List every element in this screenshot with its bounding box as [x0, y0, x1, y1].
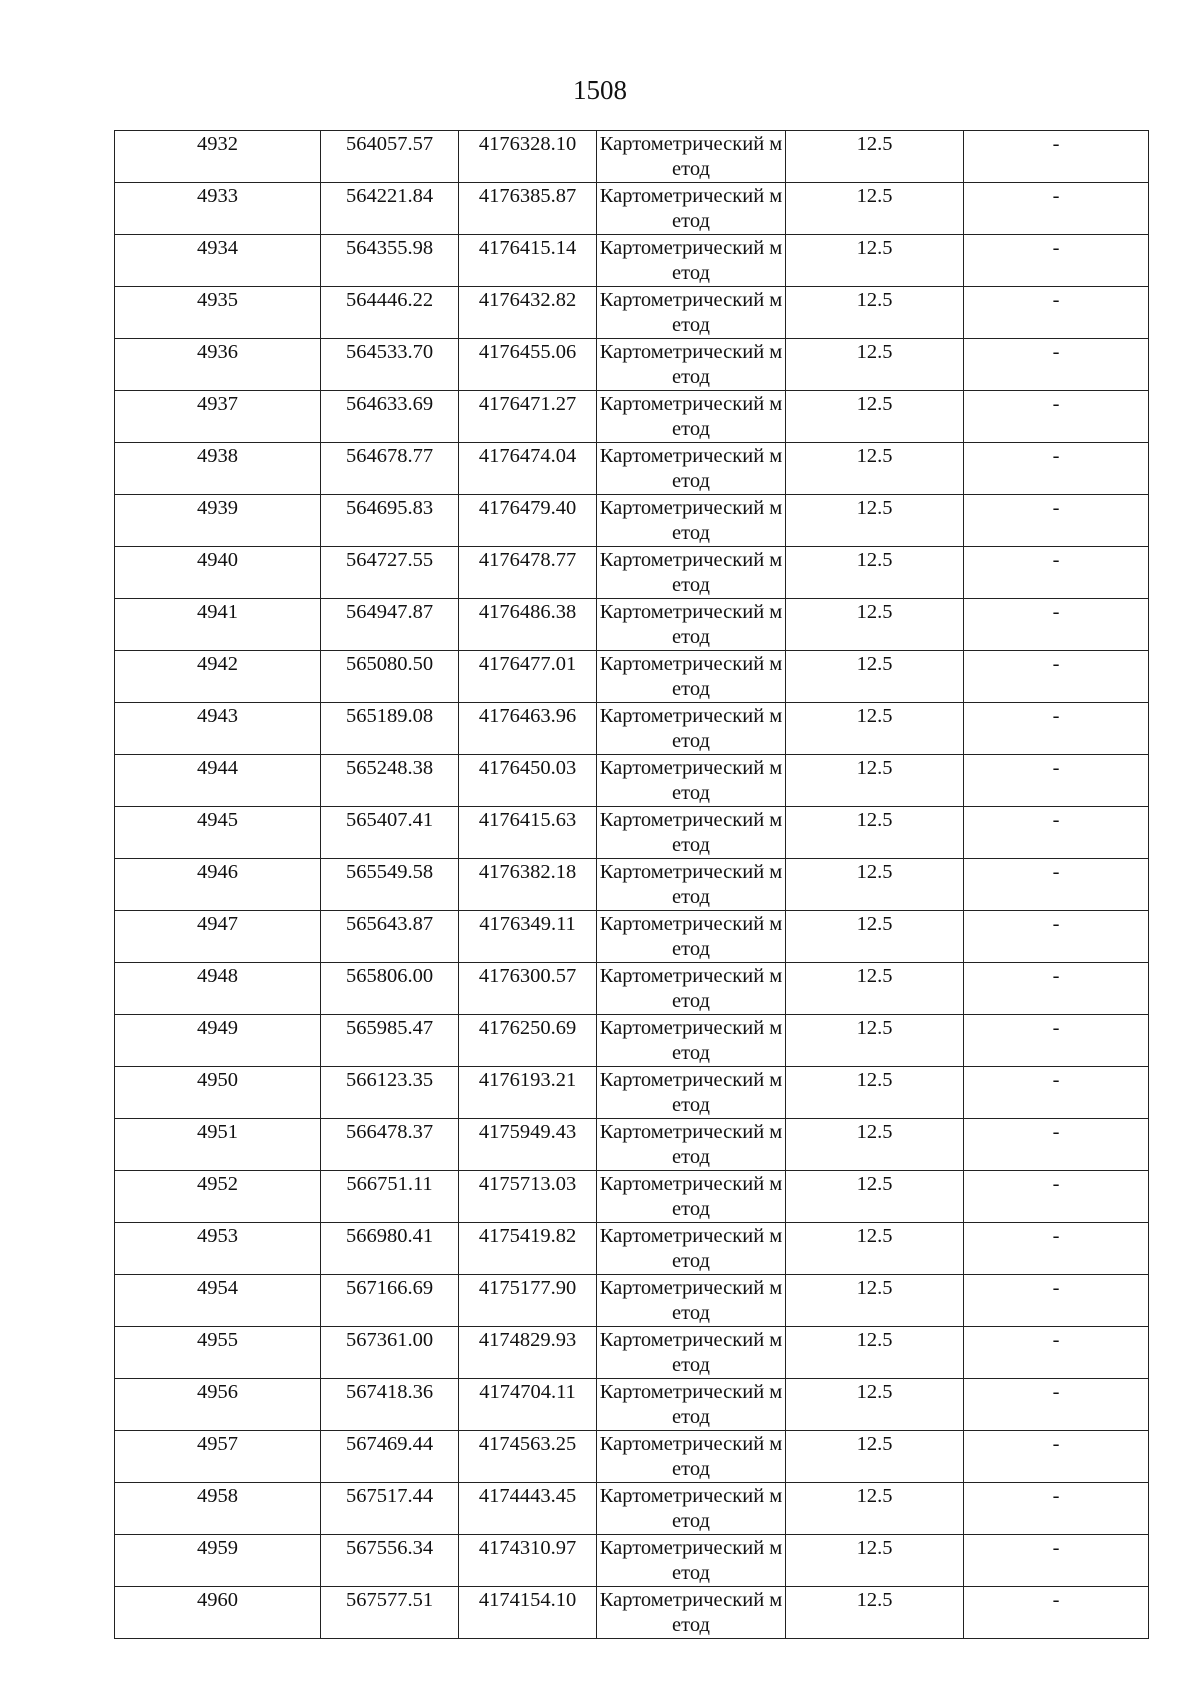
- page-number: 1508: [573, 75, 627, 105]
- point-number-cell: 4938: [115, 443, 321, 495]
- x-coordinate-cell: 567166.69: [321, 1275, 459, 1327]
- point-number-cell: 4954: [115, 1275, 321, 1327]
- y-coordinate-cell: 4176455.06: [459, 339, 597, 391]
- method-cell: [597, 547, 786, 599]
- note-cell: -: [964, 547, 1149, 599]
- y-coordinate-cell: 4176385.87: [459, 183, 597, 235]
- y-coordinate-cell: 4175177.90: [459, 1275, 597, 1327]
- accuracy-cell: 12.5: [786, 859, 964, 911]
- note-cell: -: [964, 755, 1149, 807]
- x-coordinate-cell: 564633.69: [321, 391, 459, 443]
- method-text: Картометрический метод: [599, 1537, 783, 1584]
- table-row: [115, 859, 1149, 911]
- y-coordinate-cell: 4174704.11: [459, 1379, 597, 1431]
- x-coordinate-cell: 566751.11: [321, 1171, 459, 1223]
- note-cell: -: [964, 1223, 1149, 1275]
- method-text: Картометрический метод: [599, 237, 783, 284]
- point-number-cell: 4959: [115, 1535, 321, 1587]
- method-cell: [597, 911, 786, 963]
- x-coordinate-cell: 567361.00: [321, 1327, 459, 1379]
- x-coordinate-cell: 566980.41: [321, 1223, 459, 1275]
- y-coordinate-cell: 4176300.57: [459, 963, 597, 1015]
- y-coordinate-cell: 4175419.82: [459, 1223, 597, 1275]
- method-text: Картометрический метод: [599, 913, 783, 960]
- method-text: Картометрический метод: [599, 289, 783, 336]
- x-coordinate-cell: 567517.44: [321, 1483, 459, 1535]
- point-number-cell: 4935: [115, 287, 321, 339]
- method-cell: [597, 1223, 786, 1275]
- point-number-cell: 4934: [115, 235, 321, 287]
- method-text: Картометрический метод: [599, 1433, 783, 1480]
- method-text: Картометрический метод: [599, 497, 783, 544]
- table-row: [115, 1587, 1149, 1639]
- point-number-cell: 4948: [115, 963, 321, 1015]
- method-text: Картометрический метод: [599, 653, 783, 700]
- table-row: [115, 235, 1149, 287]
- y-coordinate-cell: 4174154.10: [459, 1587, 597, 1639]
- table-row: [115, 391, 1149, 443]
- table-row: [115, 1119, 1149, 1171]
- method-cell: [597, 391, 786, 443]
- method-text: Картометрический метод: [599, 1381, 783, 1428]
- table-row: [115, 911, 1149, 963]
- x-coordinate-cell: 564057.57: [321, 131, 459, 183]
- method-cell: [597, 339, 786, 391]
- method-text: Картометрический метод: [599, 1329, 783, 1376]
- table-row: [115, 1483, 1149, 1535]
- note-cell: -: [964, 391, 1149, 443]
- note-cell: -: [964, 1535, 1149, 1587]
- note-cell: -: [964, 651, 1149, 703]
- method-text: Картометрический метод: [599, 1589, 783, 1636]
- accuracy-cell: 12.5: [786, 495, 964, 547]
- accuracy-cell: 12.5: [786, 703, 964, 755]
- method-cell: [597, 1275, 786, 1327]
- accuracy-cell: 12.5: [786, 391, 964, 443]
- y-coordinate-cell: 4176478.77: [459, 547, 597, 599]
- accuracy-cell: 12.5: [786, 547, 964, 599]
- x-coordinate-cell: 565549.58: [321, 859, 459, 911]
- point-number-cell: 4940: [115, 547, 321, 599]
- method-cell: [597, 1587, 786, 1639]
- accuracy-cell: 12.5: [786, 1379, 964, 1431]
- accuracy-cell: 12.5: [786, 1171, 964, 1223]
- table-row: [115, 547, 1149, 599]
- table-row: [115, 963, 1149, 1015]
- method-cell: [597, 235, 786, 287]
- table-row: [115, 703, 1149, 755]
- point-number-cell: 4956: [115, 1379, 321, 1431]
- point-number-cell: 4947: [115, 911, 321, 963]
- point-number-cell: 4943: [115, 703, 321, 755]
- point-number-cell: 4939: [115, 495, 321, 547]
- accuracy-cell: 12.5: [786, 443, 964, 495]
- table-row: [115, 1327, 1149, 1379]
- note-cell: -: [964, 1015, 1149, 1067]
- point-number-cell: 4960: [115, 1587, 321, 1639]
- method-cell: [597, 1171, 786, 1223]
- method-text: Картометрический метод: [599, 1173, 783, 1220]
- y-coordinate-cell: 4176415.14: [459, 235, 597, 287]
- method-cell: [597, 1015, 786, 1067]
- y-coordinate-cell: 4174310.97: [459, 1535, 597, 1587]
- y-coordinate-cell: 4176450.03: [459, 755, 597, 807]
- table-row: [115, 1171, 1149, 1223]
- accuracy-cell: 12.5: [786, 1223, 964, 1275]
- y-coordinate-cell: 4175713.03: [459, 1171, 597, 1223]
- x-coordinate-cell: 565643.87: [321, 911, 459, 963]
- table-row: [115, 1535, 1149, 1587]
- method-text: Картометрический метод: [599, 965, 783, 1012]
- method-cell: [597, 651, 786, 703]
- table-row: [115, 1379, 1149, 1431]
- accuracy-cell: 12.5: [786, 183, 964, 235]
- x-coordinate-cell: 564947.87: [321, 599, 459, 651]
- x-coordinate-cell: 564727.55: [321, 547, 459, 599]
- y-coordinate-cell: 4176463.96: [459, 703, 597, 755]
- y-coordinate-cell: 4176479.40: [459, 495, 597, 547]
- method-text: Картометрический метод: [599, 1017, 783, 1064]
- method-cell: [597, 807, 786, 859]
- method-text: Картометрический метод: [599, 341, 783, 388]
- x-coordinate-cell: 564533.70: [321, 339, 459, 391]
- y-coordinate-cell: 4176382.18: [459, 859, 597, 911]
- method-text: Картометрический метод: [599, 1069, 783, 1116]
- y-coordinate-cell: 4176349.11: [459, 911, 597, 963]
- note-cell: -: [964, 911, 1149, 963]
- y-coordinate-cell: 4176486.38: [459, 599, 597, 651]
- accuracy-cell: 12.5: [786, 287, 964, 339]
- note-cell: -: [964, 183, 1149, 235]
- x-coordinate-cell: 567577.51: [321, 1587, 459, 1639]
- method-cell: [597, 1379, 786, 1431]
- point-number-cell: 4932: [115, 131, 321, 183]
- x-coordinate-cell: 567418.36: [321, 1379, 459, 1431]
- point-number-cell: 4957: [115, 1431, 321, 1483]
- point-number-cell: 4950: [115, 1067, 321, 1119]
- method-text: Картометрический метод: [599, 861, 783, 908]
- note-cell: -: [964, 703, 1149, 755]
- y-coordinate-cell: 4176471.27: [459, 391, 597, 443]
- x-coordinate-cell: 564695.83: [321, 495, 459, 547]
- accuracy-cell: 12.5: [786, 1535, 964, 1587]
- accuracy-cell: 12.5: [786, 235, 964, 287]
- x-coordinate-cell: 565985.47: [321, 1015, 459, 1067]
- table-row: [115, 443, 1149, 495]
- point-number-cell: 4933: [115, 183, 321, 235]
- table-row: [115, 755, 1149, 807]
- accuracy-cell: 12.5: [786, 755, 964, 807]
- note-cell: -: [964, 287, 1149, 339]
- method-cell: [597, 1119, 786, 1171]
- x-coordinate-cell: 567556.34: [321, 1535, 459, 1587]
- point-number-cell: 4942: [115, 651, 321, 703]
- method-cell: [597, 859, 786, 911]
- accuracy-cell: 12.5: [786, 131, 964, 183]
- point-number-cell: 4949: [115, 1015, 321, 1067]
- note-cell: -: [964, 1327, 1149, 1379]
- method-cell: [597, 443, 786, 495]
- note-cell: -: [964, 131, 1149, 183]
- method-cell: [597, 1535, 786, 1587]
- point-number-cell: 4941: [115, 599, 321, 651]
- note-cell: -: [964, 443, 1149, 495]
- y-coordinate-cell: 4174443.45: [459, 1483, 597, 1535]
- note-cell: -: [964, 495, 1149, 547]
- method-cell: [597, 703, 786, 755]
- method-text: Картометрический метод: [599, 705, 783, 752]
- y-coordinate-cell: 4174563.25: [459, 1431, 597, 1483]
- table-row: [115, 183, 1149, 235]
- point-number-cell: 4937: [115, 391, 321, 443]
- point-number-cell: 4958: [115, 1483, 321, 1535]
- method-cell: [597, 183, 786, 235]
- table-row: [115, 131, 1149, 183]
- method-text: Картометрический метод: [599, 601, 783, 648]
- point-number-cell: 4955: [115, 1327, 321, 1379]
- method-text: Картометрический метод: [599, 393, 783, 440]
- method-text: Картометрический метод: [599, 1277, 783, 1324]
- note-cell: -: [964, 235, 1149, 287]
- accuracy-cell: 12.5: [786, 807, 964, 859]
- y-coordinate-cell: 4176477.01: [459, 651, 597, 703]
- accuracy-cell: 12.5: [786, 1275, 964, 1327]
- accuracy-cell: 12.5: [786, 1431, 964, 1483]
- method-cell: [597, 1431, 786, 1483]
- y-coordinate-cell: 4176415.63: [459, 807, 597, 859]
- accuracy-cell: 12.5: [786, 339, 964, 391]
- point-number-cell: 4936: [115, 339, 321, 391]
- table-row: [115, 1431, 1149, 1483]
- x-coordinate-cell: 565080.50: [321, 651, 459, 703]
- x-coordinate-cell: 565248.38: [321, 755, 459, 807]
- method-cell: [597, 1067, 786, 1119]
- method-text: Картометрический метод: [599, 549, 783, 596]
- table-row: [115, 1067, 1149, 1119]
- x-coordinate-cell: 564678.77: [321, 443, 459, 495]
- note-cell: -: [964, 1275, 1149, 1327]
- accuracy-cell: 12.5: [786, 1587, 964, 1639]
- method-cell: [597, 131, 786, 183]
- x-coordinate-cell: 564446.22: [321, 287, 459, 339]
- method-cell: [597, 1483, 786, 1535]
- point-number-cell: 4944: [115, 755, 321, 807]
- method-text: Картометрический метод: [599, 757, 783, 804]
- point-number-cell: 4946: [115, 859, 321, 911]
- point-number-cell: 4952: [115, 1171, 321, 1223]
- note-cell: -: [964, 1379, 1149, 1431]
- method-text: Картометрический метод: [599, 1225, 783, 1272]
- table-row: [115, 651, 1149, 703]
- table-row: [115, 1275, 1149, 1327]
- accuracy-cell: 12.5: [786, 963, 964, 1015]
- y-coordinate-cell: 4174829.93: [459, 1327, 597, 1379]
- y-coordinate-cell: 4176474.04: [459, 443, 597, 495]
- note-cell: -: [964, 599, 1149, 651]
- point-number-cell: 4951: [115, 1119, 321, 1171]
- x-coordinate-cell: 566478.37: [321, 1119, 459, 1171]
- table-row: [115, 495, 1149, 547]
- note-cell: -: [964, 963, 1149, 1015]
- note-cell: -: [964, 807, 1149, 859]
- accuracy-cell: 12.5: [786, 1327, 964, 1379]
- point-number-cell: 4945: [115, 807, 321, 859]
- method-text: Картометрический метод: [599, 445, 783, 492]
- method-text: Картометрический метод: [599, 185, 783, 232]
- method-cell: [597, 963, 786, 1015]
- y-coordinate-cell: 4176432.82: [459, 287, 597, 339]
- point-number-cell: 4953: [115, 1223, 321, 1275]
- note-cell: -: [964, 1587, 1149, 1639]
- accuracy-cell: 12.5: [786, 651, 964, 703]
- note-cell: -: [964, 859, 1149, 911]
- coordinates-table: [114, 130, 1149, 1639]
- method-cell: [597, 287, 786, 339]
- method-text: Картометрический метод: [599, 1121, 783, 1168]
- x-coordinate-cell: 565806.00: [321, 963, 459, 1015]
- x-coordinate-cell: 565189.08: [321, 703, 459, 755]
- note-cell: -: [964, 339, 1149, 391]
- method-cell: [597, 1327, 786, 1379]
- note-cell: -: [964, 1431, 1149, 1483]
- x-coordinate-cell: 564221.84: [321, 183, 459, 235]
- method-cell: [597, 599, 786, 651]
- note-cell: -: [964, 1171, 1149, 1223]
- note-cell: -: [964, 1067, 1149, 1119]
- table-row: [115, 1015, 1149, 1067]
- accuracy-cell: 12.5: [786, 911, 964, 963]
- note-cell: -: [964, 1119, 1149, 1171]
- x-coordinate-cell: 567469.44: [321, 1431, 459, 1483]
- table-row: [115, 1223, 1149, 1275]
- table-row: [115, 287, 1149, 339]
- accuracy-cell: 12.5: [786, 1015, 964, 1067]
- x-coordinate-cell: 566123.35: [321, 1067, 459, 1119]
- y-coordinate-cell: 4176250.69: [459, 1015, 597, 1067]
- y-coordinate-cell: 4175949.43: [459, 1119, 597, 1171]
- accuracy-cell: 12.5: [786, 1119, 964, 1171]
- method-text: Картометрический метод: [599, 809, 783, 856]
- accuracy-cell: 12.5: [786, 1483, 964, 1535]
- x-coordinate-cell: 564355.98: [321, 235, 459, 287]
- method-text: Картометрический метод: [599, 133, 783, 180]
- y-coordinate-cell: 4176328.10: [459, 131, 597, 183]
- method-text: Картометрический метод: [599, 1485, 783, 1532]
- method-cell: [597, 755, 786, 807]
- table-body: [115, 131, 1149, 1639]
- y-coordinate-cell: 4176193.21: [459, 1067, 597, 1119]
- table-row: [115, 339, 1149, 391]
- method-cell: [597, 495, 786, 547]
- accuracy-cell: 12.5: [786, 1067, 964, 1119]
- table-row: [115, 807, 1149, 859]
- note-cell: -: [964, 1483, 1149, 1535]
- table-row: [115, 599, 1149, 651]
- x-coordinate-cell: 565407.41: [321, 807, 459, 859]
- accuracy-cell: 12.5: [786, 599, 964, 651]
